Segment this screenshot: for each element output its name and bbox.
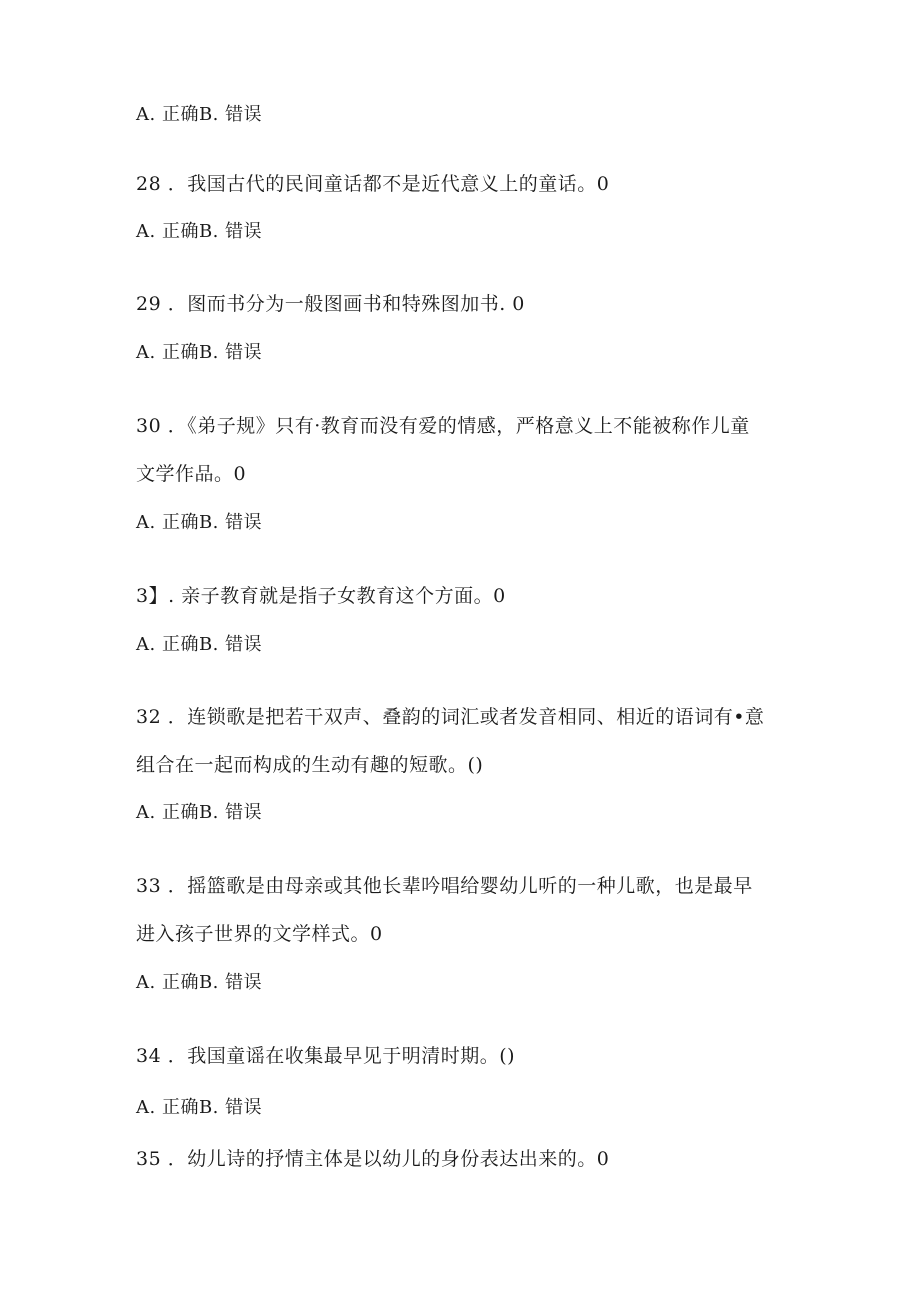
question-32-line1: 32 ．连锁歌是把若干双声、叠韵的词汇或者发音相同、相近的语词有•意 — [136, 706, 765, 728]
question-29: 29 ．图而书分为一般图画书和特殊图加书. 0 — [136, 293, 525, 315]
question-32-line2: 组合在一起而构成的生动有趣的短歌。() — [136, 754, 484, 776]
question-33-line1: 33 ．摇篮歌是由母亲或其他长辈吟唱给婴幼儿听的一种儿歌，也是最早 — [136, 875, 753, 897]
options-q33: A. 正确B. 错误 — [136, 972, 263, 993]
options-q29: A. 正确B. 错误 — [136, 342, 263, 363]
options-q31: A. 正确B. 错误 — [136, 634, 263, 655]
question-31: 3】. 亲子教育就是指子女教育这个方面。0 — [136, 585, 506, 607]
question-30-line2: 文学作品。0 — [136, 463, 247, 485]
options-q32: A. 正确B. 错误 — [136, 802, 263, 823]
question-28: 28 ．我国古代的民间童话都不是近代意义上的童话。0 — [136, 173, 610, 195]
options-q28: A. 正确B. 错误 — [136, 221, 263, 242]
options-q27: A. 正确B. 错误 — [136, 104, 263, 125]
question-35: 35 ．幼儿诗的抒情主体是以幼儿的身份表达出来的。0 — [136, 1148, 610, 1170]
question-33-line2: 进入孩子世界的文学样式。0 — [136, 923, 383, 945]
question-30-line1: 30 ．《弟子规》只有·教育而没有爱的情感，严格意义上不能被称作儿童 — [136, 415, 750, 437]
options-q34: A. 正确B. 错误 — [136, 1097, 263, 1118]
options-q30: A. 正确B. 错误 — [136, 512, 263, 533]
question-34: 34 ．我国童谣在收集最早见于明清时期。() — [136, 1045, 516, 1067]
